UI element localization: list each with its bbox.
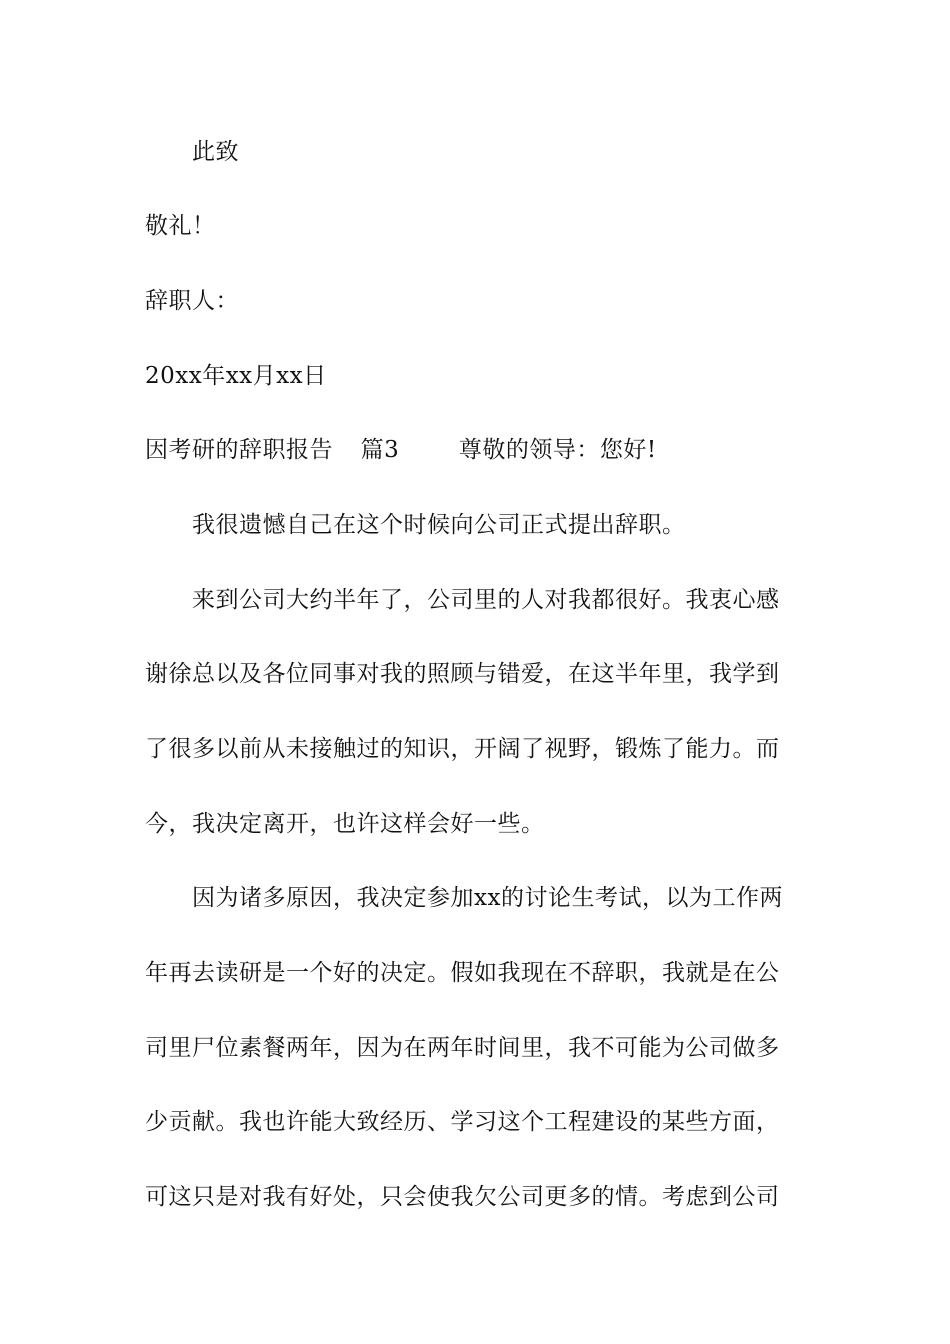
section-title: 因考研的辞职报告 xyxy=(145,437,333,463)
paragraph-line: 来到公司大约半年了，公司里的人对我都很好。我衷心感 xyxy=(192,587,780,613)
closing-salutation: 此致 xyxy=(192,139,239,165)
signer-label: 辞职人： xyxy=(145,288,239,314)
paragraph-line: 了很多以前从未接触过的知识，开阔了视野，锻炼了能力。而 xyxy=(145,736,780,762)
paragraph-line: 我很遗憾自己在这个时候向公司正式提出辞职。 xyxy=(192,512,686,538)
section-heading xyxy=(145,430,815,470)
paragraph-line: 今，我决定离开，也许这样会好一些。 xyxy=(145,811,545,837)
signature-date: 20xx年xx月xx日 xyxy=(145,363,327,389)
paragraph-line: 司里尸位素餐两年，因为在两年时间里，我不可能为公司做多 xyxy=(145,1035,780,1061)
paragraph-line: 少贡献。我也许能大致经历、学习这个工程建设的某些方面， xyxy=(145,1109,780,1135)
closing-regards: 敬礼！ xyxy=(145,213,216,239)
paragraph-line: 谢徐总以及各位同事对我的照顾与错爱，在这半年里，我学到 xyxy=(145,661,780,687)
section-number: 篇3 xyxy=(360,437,400,463)
paragraph-line: 可这只是对我有好处，只会使我欠公司更多的情。考虑到公司 xyxy=(145,1184,780,1210)
paragraph-line: 因为诸多原因，我决定参加xx的讨论生考试，以为工作两 xyxy=(192,885,783,911)
letter-greeting: 尊敬的领导：您好! xyxy=(458,437,657,463)
paragraph-line: 年再去读研是一个好的决定。假如我现在不辞职，我就是在公 xyxy=(145,960,780,986)
